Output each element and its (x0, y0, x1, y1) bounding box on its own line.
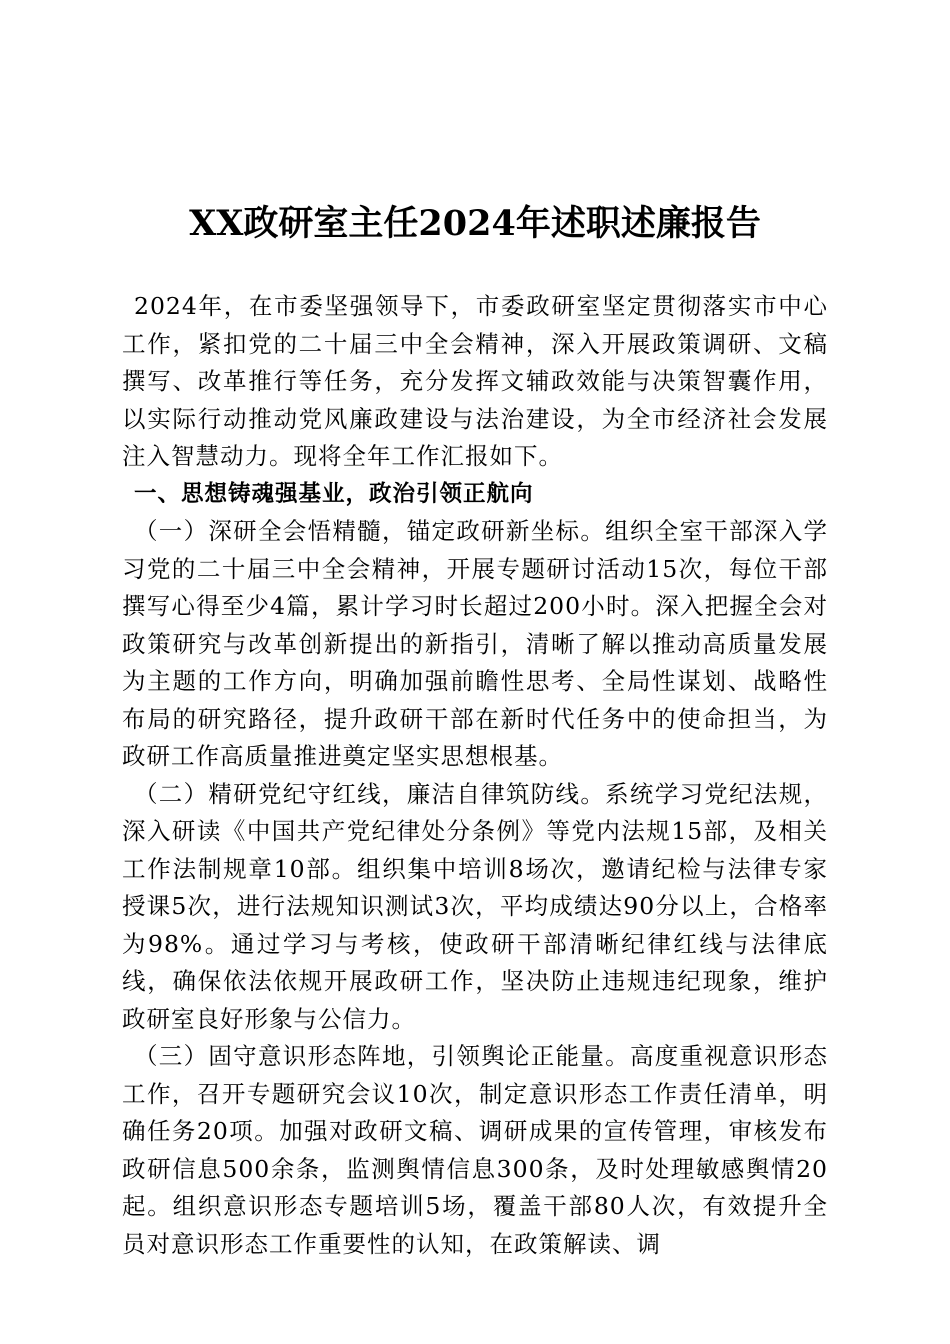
intro-paragraph: 2024年，在市委坚强领导下，市委政研室坚定贯彻落实市中心工作，紧扣党的二十届三中全会精神，深入开展政策调研、文稿撰写、改革推行等任务，充分发挥文辅政效能与决策智囊作用，以实际行动推动党风廉政建设与法治建设，为全市经济社会发展注入智慧动力。现将全年工作汇报如下。 (122, 292, 828, 470)
section-heading: 一、思想铸魂强基业，政治引领正航向 (134, 480, 534, 507)
subsection-paragraph-2 (122, 776, 828, 1039)
document-title: XX政研室主任2024年述职述廉报告 (189, 203, 761, 244)
document-body (122, 288, 828, 1263)
subsection-paragraph-1 (122, 513, 828, 776)
subsection-text-1: 组织全室干部深入学习党的二十届三中全会精神，开展专题研讨活动15次，每位干部撰写心得至少4篇，累计学习时长超过200小时。深入把握全会对政策研究与改革创新提出的新指引，清晰了解以推动高质量发展为主题的工作方向，明确加强前瞻性思考、全局性谋划、战略性布局的研究路径，提升政研干部在新时代任务中的使命担当，为政研工作高质量推进奠定坚实思想根基。 (122, 517, 829, 770)
subsection-text-3: 高度重视意识形态工作，召开专题研究会议10次，制定意识形态工作责任清单，明确任务20项。加强对政研文稿、调研成果的宣传管理，审核发布政研信息500余条，监测舆情信息300条，及时处理敏感舆情20起。组织意识形态专题培训5场，覆盖干部80人次，有效提升全员对意识形态工作重要性的认知，在政策解读、调 (122, 1042, 829, 1258)
subsection-paragraph-3 (122, 1038, 828, 1263)
subsection-title-3: （三）固守意识形态阵地，引领舆论正能量。 (134, 1042, 630, 1070)
subsection-title-2: （二）精研党纪守红线，廉洁自律筑防线。 (134, 779, 606, 808)
subsection-text-2: 系统学习党纪法规，深入研读《中国共产党纪律处分条例》等党内法规15部，及相关工作法制规章10部。组织集中培训8场次，邀请纪检与法律专家授课5次，进行法规知识测试3次，平均成绩达90分以上，合格率为98%。通过学习与考核，使政研干部清晰纪律红线与法律底线，确保依法依规开展政研工作，坚决防止违规违纪现象，维护政研室良好形象与公信力。 (122, 779, 829, 1033)
subsection-title-1: （一）深研全会悟精髓，锚定政研新坐标。 (134, 517, 606, 545)
